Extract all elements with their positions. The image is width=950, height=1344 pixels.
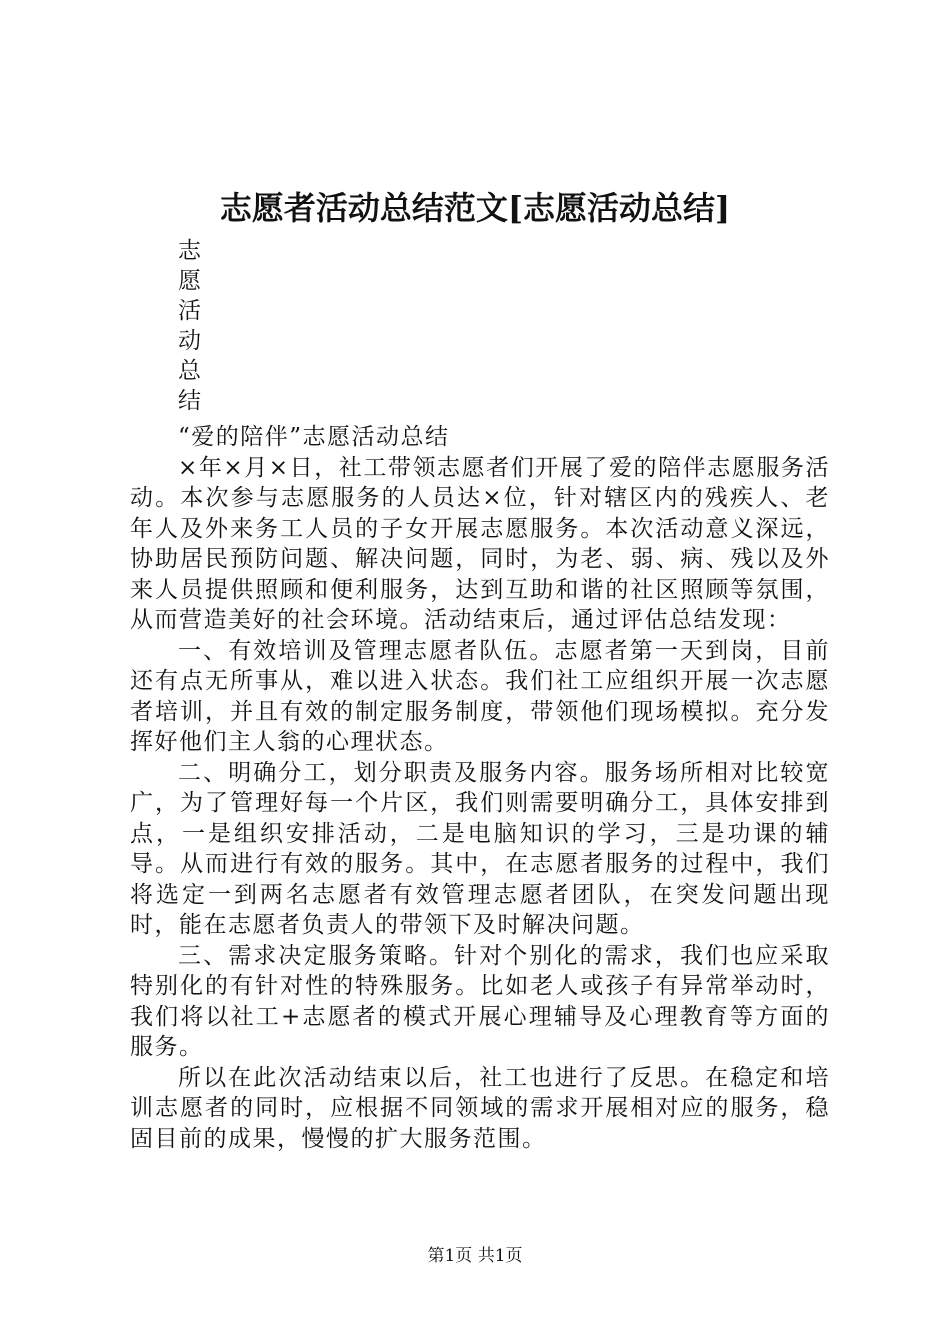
vertical-char: 动 <box>178 328 201 354</box>
vertical-char: 总 <box>178 358 201 384</box>
subheading: “爱的陪伴”志愿活动总结 <box>178 424 450 450</box>
vertical-char: 活 <box>178 298 201 324</box>
body-paragraph: ×年×月×日，社工带领志愿者们开展了爱的陪伴志愿服务活动。本次参与志愿服务的人员达×位，针对辖区内的残疾人、老年人及外来务工人员的子女开展志愿服务。本次活动意义深远，协助居民预防问题、解决问题，同时，为老、弱、病、残以及外来人员提供照顾和便利服务，达到互助和谐的社区照顾等氛围，从而营造美好的社会环境。活动结束后，通过评估总结发现： <box>130 454 830 633</box>
vertical-char: 结 <box>178 388 201 414</box>
page-footer: 第1页 共1页 <box>427 1246 523 1266</box>
body-paragraph: 所以在此次活动结束以后，社工也进行了反思。在稳定和培训志愿者的同时，应根据不同领域的需求开展相对应的服务，稳固目前的成果，慢慢的扩大服务范围。 <box>130 1064 830 1152</box>
body-paragraph: 一、有效培训及管理志愿者队伍。志愿者第一天到岗，目前还有点无所事从，难以进入状态。我们社工应组织开展一次志愿者培训，并且有效的制定服务制度，带领他们现场模拟。充分发挥好他们主人翁的心理状态。 <box>130 637 830 755</box>
vertical-heading <box>178 236 210 416</box>
vertical-char: 愿 <box>178 268 201 294</box>
document-title: 志愿者活动总结范文[志愿活动总结] <box>219 189 731 227</box>
document-body <box>130 422 830 1154</box>
vertical-char: 志 <box>178 238 201 264</box>
body-paragraph: 三、需求决定服务策略。针对个别化的需求，我们也应采取特别化的有针对性的特殊服务。比如老人或孩子有异常举动时，我们将以社工+志愿者的模式开展心理辅导及心理教育等方面的服务。 <box>130 942 830 1060</box>
body-paragraph: 二、明确分工，划分职责及服务内容。服务场所相对比较宽广，为了管理好每一个片区，我们则需要明确分工，具体安排到点，一是组织安排活动，二是电脑知识的学习，三是功课的辅导。从而进行有效的服务。其中，在志愿者服务的过程中，我们将选定一到两名志愿者有效管理志愿者团队，在突发问题出现时，能在志愿者负责人的带领下及时解决问题。 <box>130 759 830 938</box>
